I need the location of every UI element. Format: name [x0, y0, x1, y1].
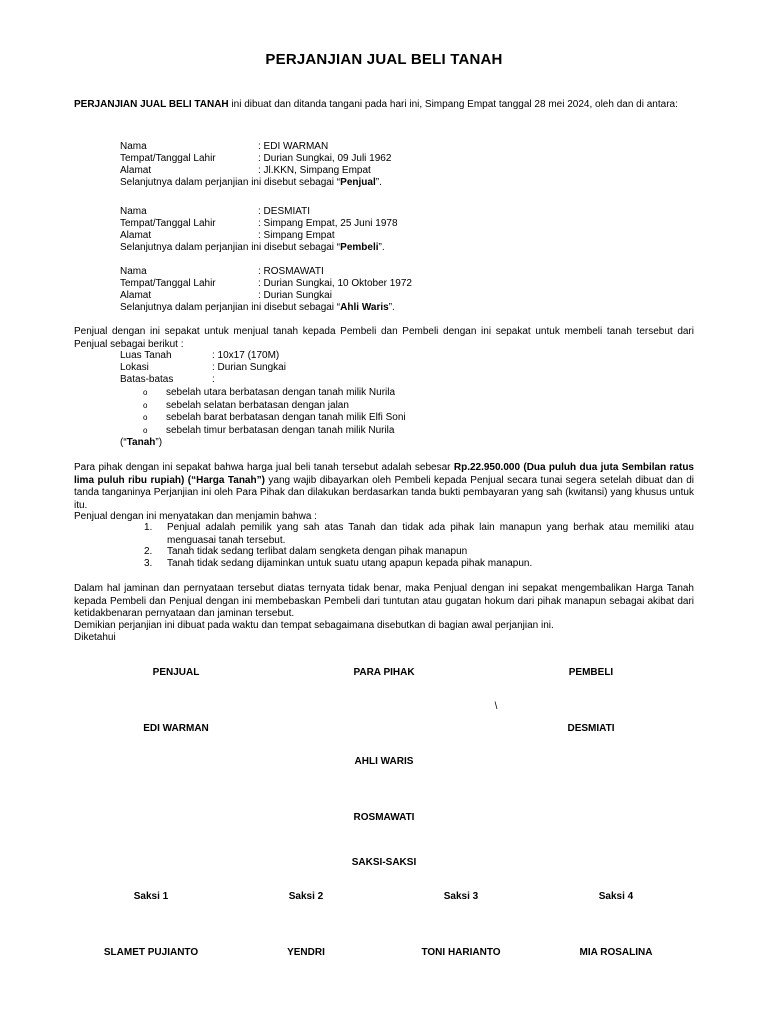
ahli-waris-name: ROSMAWATI — [353, 812, 415, 823]
boundary-item: o sebelah utara berbatasan dengan tanah milik Nurila — [143, 387, 396, 398]
stray-mark: \ — [494, 701, 498, 712]
diketahui-label: Diketahui — [74, 632, 116, 643]
property-field: Lokasi : Durian Sungkai — [120, 362, 286, 373]
penjual-name: EDI WARMAN — [143, 723, 209, 734]
final-paragraph: Demikian perjanjian ini dibuat pada waktu dan tempat sebagaimana disebutkan di bagian awal perjanjian ini. — [74, 620, 554, 631]
bullet-icon: o — [143, 426, 148, 435]
pembeli-name: DESMIATI — [567, 723, 615, 734]
saksi-1-label: Saksi 1 — [133, 891, 169, 902]
boundary-item: o sebelah barat berbatasan dengan tanah milik Elfi Soni — [143, 412, 406, 423]
party-field: Tempat/Tanggal Lahir : Durian Sungkai, 09 Juli 1962 — [120, 153, 392, 164]
penjual-label: PENJUAL — [152, 667, 200, 678]
saksi-3-name: TONI HARIANTO — [421, 947, 501, 958]
party-note: Selanjutnya dalam perjanjian ini disebut sebagai “Pembeli”. — [120, 242, 385, 253]
warranty-item: 3. Tanah tidak sedang dijaminkan untuk suatu utang apapun kepada pihak manapun. — [144, 558, 533, 569]
bullet-icon: o — [143, 413, 148, 422]
party-field: Alamat : Simpang Empat — [120, 230, 335, 241]
closing-paragraph: Dalam hal jaminan dan pernyataan tersebut diatas ternyata tidak benar, maka Penjual dengan ini sepakat mengembalikan Harga Tanah kepada Pembeli dan Penjual dengan ini membebaskan Pembeli dari tuntutan atau gugatan hokum dari pihak manapun sebagai akibat dari ketidakbenaran pernyataan dan jaminan tersebut. — [74, 583, 694, 619]
boundary-item: o sebelah timur berbatasan dengan tanah milik Nurila — [143, 425, 395, 436]
saksi-3-label: Saksi 3 — [443, 891, 479, 902]
party-field: Nama : ROSMAWATI — [120, 266, 324, 277]
tanah-definition: (“Tanah”) — [120, 437, 163, 448]
saksi-1-name: SLAMET PUJIANTO — [103, 947, 199, 958]
party-field: Nama : EDI WARMAN — [120, 141, 329, 152]
intro-bold: PERJANJIAN JUAL BELI TANAH — [74, 99, 229, 110]
intro-paragraph — [74, 99, 694, 112]
pembeli-label: PEMBELI — [568, 667, 614, 678]
boundary-item: o sebelah selatan berbatasan dengan jalan — [143, 400, 349, 411]
party-note: Selanjutnya dalam perjanjian ini disebut sebagai “Ahli Waris”. — [120, 302, 395, 313]
ahli-waris-label: AHLI WARIS — [354, 756, 414, 767]
party-field: Tempat/Tanggal Lahir : Simpang Empat, 25 Juni 1978 — [120, 218, 398, 229]
intro-text: ini dibuat dan ditanda tangani pada hari ini, Simpang Empat tanggal 28 mei 2024, oleh dan di antara: — [228, 99, 678, 110]
party-field: Tempat/Tanggal Lahir : Durian Sungkai, 10 Oktober 1972 — [120, 278, 412, 289]
document-title: PERJANJIAN JUAL BELI TANAH — [265, 51, 503, 68]
agreement-paragraph: Penjual dengan ini sepakat untuk menjual tanah kepada Pembeli dan Pembeli dengan ini sepakat untuk membeli tanah tersebut dari Penjual sebagai berikut : — [74, 326, 694, 350]
warranty-item: 2. Tanah tidak sedang terlibat dalam sengketa dengan pihak manapun — [144, 546, 468, 557]
saksi-heading: SAKSI-SAKSI — [351, 857, 417, 868]
bullet-icon: o — [143, 401, 148, 410]
warranty-intro: Penjual dengan ini menyatakan dan menjamin bahwa : — [74, 511, 317, 522]
party-note: Selanjutnya dalam perjanjian ini disebut sebagai “Penjual”. — [120, 177, 382, 188]
saksi-2-name: YENDRI — [287, 947, 325, 958]
party-field: Nama : DESMIATI — [120, 206, 311, 217]
party-field: Alamat : Jl.KKN, Simpang Empat — [120, 165, 371, 176]
bullet-icon: o — [143, 388, 148, 397]
para-pihak-label: PARA PIHAK — [353, 667, 415, 678]
price-paragraph: Para pihak dengan ini sepakat bahwa harga jual beli tanah tersebut adalah sebesar Rp.22.950.000 (Dua puluh dua juta Sembilan ratus lima puluh ribu rupiah) (“Harga Tanah”) yang wajib dibayarkan oleh Pembeli kepada Penjual secara tunai segera setelah dibuat dan di tanda tanganinya Perjanjian ini oleh Para Pihak dan dilakukan berdasarkan tanda bukti pembayaran yang sah (kwitansi) yang khusus untuk itu. — [74, 462, 694, 511]
property-field: Batas-batas : — [120, 374, 215, 385]
saksi-2-label: Saksi 2 — [288, 891, 324, 902]
party-field: Alamat : Durian Sungkai — [120, 290, 332, 301]
warranty-item: 1. Penjual adalah pemilik yang sah atas Tanah dan tidak ada pihak lain manapun yang berhak atau memiliki atau menguasai tanah tersebut. — [144, 522, 694, 546]
saksi-4-label: Saksi 4 — [598, 891, 634, 902]
property-field: Luas Tanah : 10x17 (170M) — [120, 350, 280, 361]
saksi-4-name: MIA ROSALINA — [579, 947, 653, 958]
